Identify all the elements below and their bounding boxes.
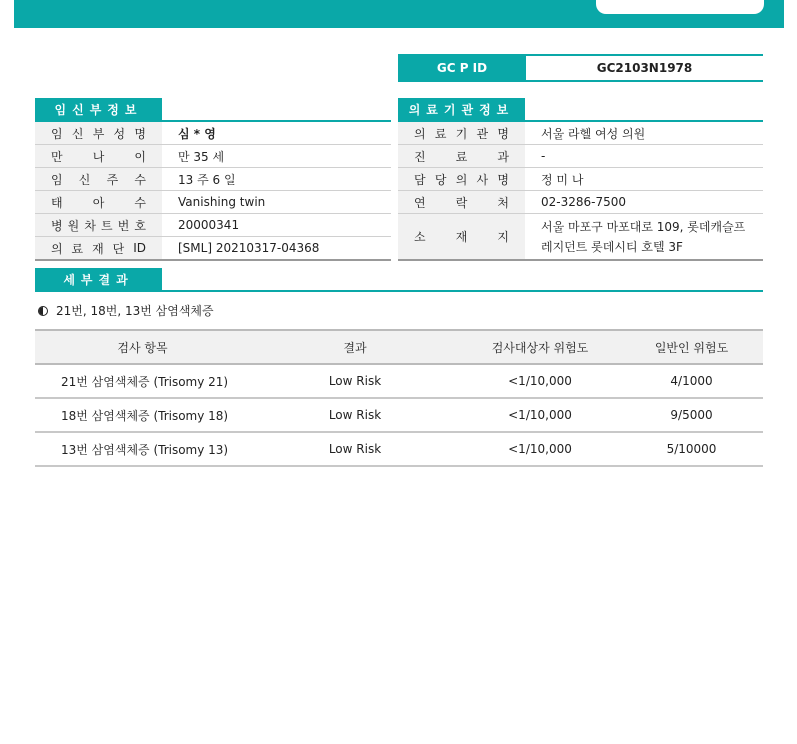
info-label-char: ID	[133, 241, 146, 255]
results-section-title: 세부결과	[35, 268, 162, 290]
info-label-char: 아	[92, 195, 105, 210]
header-item: 검사 항목	[117, 340, 168, 355]
info-label-char: 이	[134, 149, 146, 164]
cell-item: 18번 삼염색체증 (Trisomy 18)	[61, 408, 229, 423]
results-table	[35, 329, 763, 467]
info-label-char: 임	[51, 126, 63, 141]
info-label	[398, 191, 525, 213]
info-label-char: 기	[455, 126, 468, 141]
cell-subject-risk: <1/10,000	[508, 442, 572, 456]
cell-result: Low Risk	[328, 442, 382, 456]
info-label-char: 태	[51, 195, 63, 210]
info-value: 02-3286-7500	[541, 195, 627, 209]
header-subject-risk: 검사대상자 위험도	[491, 340, 589, 355]
info-label-char: 락	[455, 195, 468, 210]
cell-item: 21번 삼염색체증 (Trisomy 21)	[61, 374, 229, 389]
results-note	[38, 302, 214, 319]
info-label	[35, 214, 162, 236]
cell-general-risk: 5/10000	[666, 442, 717, 456]
info-value: Vanishing twin	[178, 195, 266, 209]
info-value: 만 35 세	[178, 149, 225, 164]
info-row	[35, 122, 391, 145]
cell-item: 13번 삼염색체증 (Trisomy 13)	[61, 442, 229, 457]
info-value: 정 미 나	[541, 172, 584, 187]
info-row	[398, 122, 763, 145]
info-label-char: 진	[414, 149, 426, 164]
info-label-char: 명	[134, 126, 146, 141]
info-label-char: 성	[113, 126, 126, 141]
info-label-char: 당	[434, 172, 447, 187]
results-note-text: 21번, 18번, 13번 삼염색체증	[56, 304, 214, 318]
info-label-char: 의	[455, 172, 468, 187]
info-label-char: 원	[67, 218, 80, 233]
info-value: -	[541, 149, 546, 163]
info-label-char: 담	[414, 172, 426, 187]
info-label	[35, 191, 162, 213]
info-label-char: 명	[497, 172, 509, 187]
gcpid-label: GC P ID	[398, 56, 526, 80]
info-label-char: 호	[134, 218, 146, 233]
info-row	[35, 191, 391, 214]
cell-general-risk: 9/5000	[670, 408, 713, 422]
info-label	[398, 168, 525, 190]
info-label-char: 과	[497, 149, 509, 164]
info-label-char: 번	[117, 218, 130, 233]
info-label-char: 나	[92, 149, 105, 164]
info-label-char: 만	[51, 149, 63, 164]
info-row	[35, 145, 391, 168]
info-value: 20000341	[178, 218, 240, 232]
info-value: 서울 라헬 여성 의원	[541, 126, 646, 141]
info-label-char: 료	[455, 149, 468, 164]
results-section-header	[35, 268, 763, 292]
info-row	[398, 191, 763, 214]
half-circle-icon	[38, 306, 48, 316]
header-pill	[596, 0, 764, 14]
info-row	[398, 168, 763, 191]
cell-subject-risk: <1/10,000	[508, 374, 572, 388]
cell-result: Low Risk	[328, 408, 382, 422]
info-label-char: 단	[112, 241, 125, 256]
patient-section-title: 임신부정보	[35, 98, 162, 120]
info-label-char: 연	[414, 195, 426, 210]
info-label	[398, 214, 525, 259]
info-label	[35, 168, 162, 190]
clinic-section-header	[398, 98, 763, 122]
info-value: 심 * 영	[178, 126, 216, 141]
info-label-char: 주	[106, 172, 119, 187]
info-row	[35, 237, 391, 259]
info-label-char: 트	[101, 218, 113, 233]
patient-section-header	[35, 98, 391, 122]
info-label-char: 의	[51, 241, 63, 256]
info-label	[35, 237, 162, 259]
info-label	[35, 122, 162, 144]
info-label-char: 처	[497, 195, 509, 210]
info-row	[398, 145, 763, 168]
info-row	[35, 168, 391, 191]
info-row	[398, 214, 763, 259]
info-label-char: 명	[497, 126, 509, 141]
info-label	[398, 145, 525, 167]
info-label	[398, 122, 525, 144]
info-label-char: 임	[51, 172, 63, 187]
info-label-char: 의	[414, 126, 426, 141]
cell-general-risk: 4/1000	[670, 374, 713, 388]
clinic-section-title: 의료기관정보	[398, 98, 525, 120]
info-label-char: 신	[71, 126, 84, 141]
cell-result: Low Risk	[328, 374, 382, 388]
info-value: 서울 마포구 마포대로 109, 롯데캐슬프레지던트 롯데시티 호텔 3F	[541, 219, 746, 254]
info-label	[35, 145, 162, 167]
info-label-char: 재	[455, 230, 468, 244]
info-value: 13 주 6 일	[178, 172, 236, 187]
info-label-char: 지	[497, 230, 509, 244]
table-row	[35, 399, 763, 433]
info-label-char: 료	[434, 126, 447, 141]
info-value: [SML] 20210317-04368	[178, 241, 320, 255]
header-bar	[14, 0, 784, 28]
info-label-char: 병	[51, 218, 63, 233]
info-label-char: 차	[84, 218, 96, 233]
table-row	[35, 433, 763, 467]
info-label-char: 료	[71, 241, 84, 256]
header-result: 결과	[343, 340, 367, 355]
info-label-char: 사	[476, 172, 489, 187]
table-row	[35, 365, 763, 399]
header-general-risk: 일반인 위험도	[654, 340, 729, 355]
info-label-char: 수	[134, 195, 146, 210]
info-label-char: 수	[134, 172, 146, 187]
info-row	[35, 214, 391, 237]
info-label-char: 소	[414, 230, 426, 244]
patient-info-table	[35, 122, 391, 261]
clinic-info-table	[398, 122, 763, 261]
info-label-char: 신	[78, 172, 91, 187]
gcpid-value: GC2103N1978	[596, 61, 693, 75]
info-label-char: 부	[92, 126, 105, 141]
gcpid-box	[398, 54, 763, 82]
cell-subject-risk: <1/10,000	[508, 408, 572, 422]
info-label-char: 재	[92, 241, 104, 256]
info-label-char: 관	[476, 126, 489, 141]
results-header-row	[35, 331, 763, 365]
